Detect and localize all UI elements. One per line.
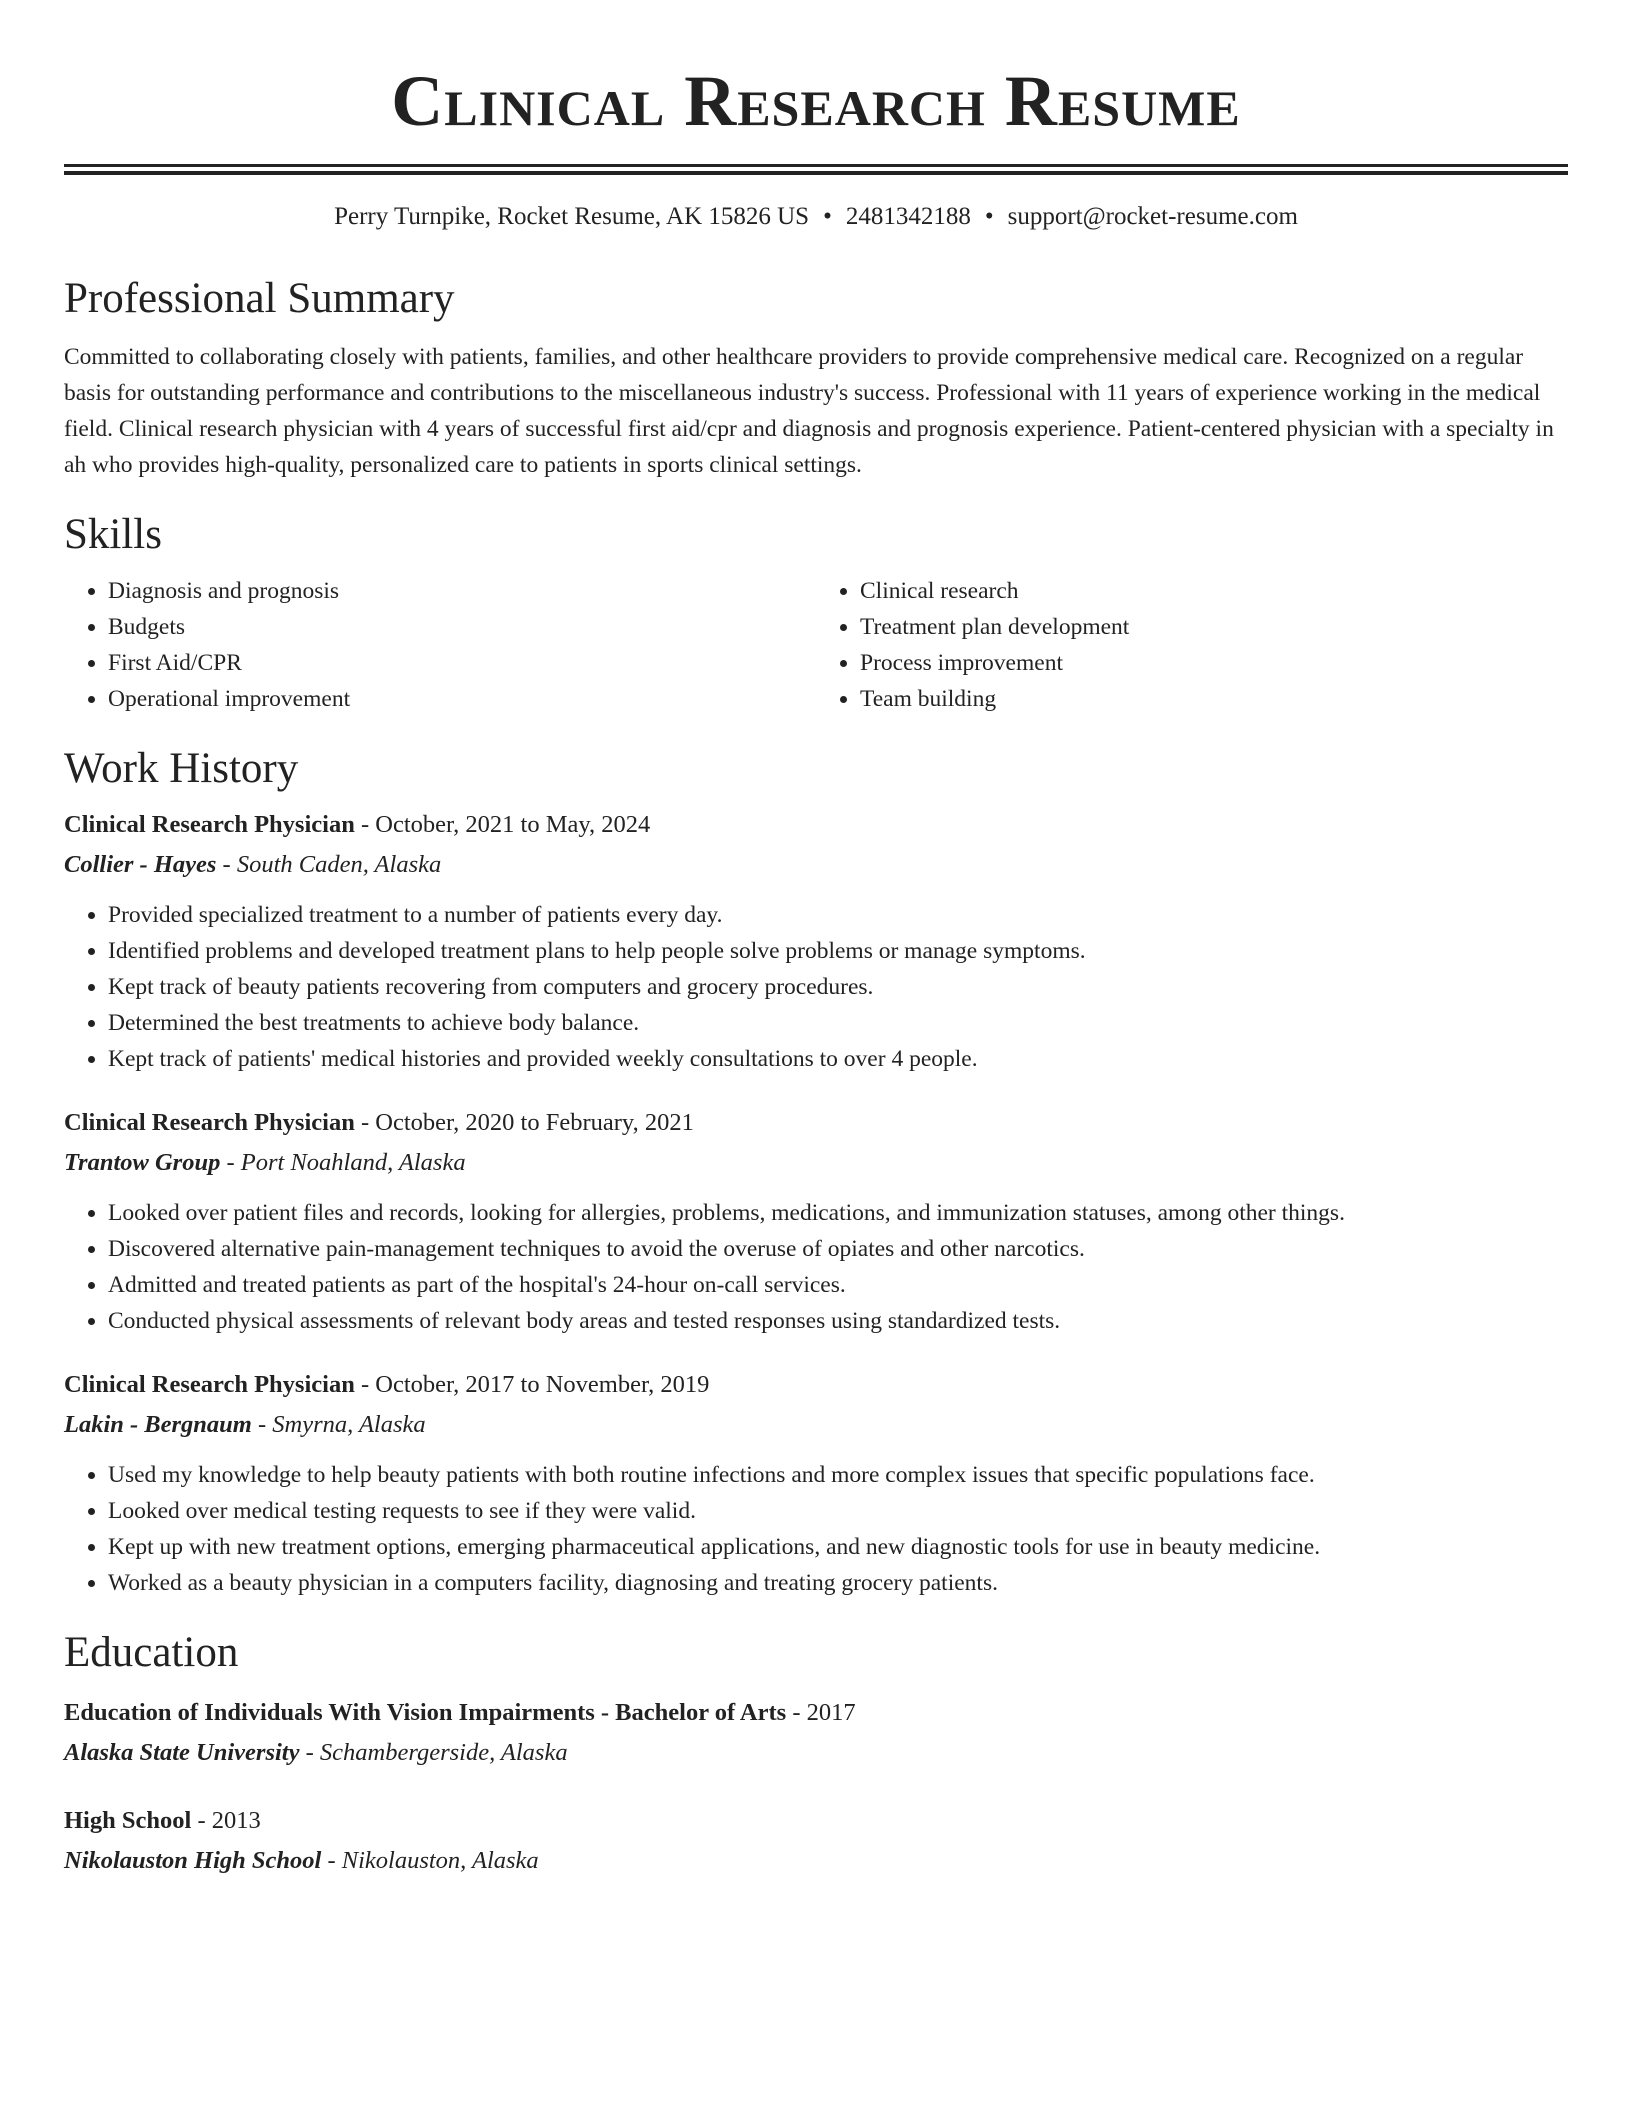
title-divider <box>64 164 1568 167</box>
job-title: Clinical Research Physician <box>64 811 355 838</box>
skill-item: • Team building <box>860 681 1568 717</box>
job-location: Smyrna, Alaska <box>272 1411 426 1438</box>
job-bullet: • Conducted physical assessments of relevant body areas and tested responses using standardized tests. <box>108 1303 1568 1339</box>
education-year: 2013 <box>211 1807 261 1834</box>
job-company: Lakin - Bergnaum <box>64 1411 252 1438</box>
job-location: South Caden, Alaska <box>236 851 442 878</box>
job-bullet: • Worked as a beauty physician in a computers facility, diagnosing and treating grocery patients. <box>108 1565 1568 1601</box>
job-bullets <box>64 1195 1568 1339</box>
job-title: Clinical Research Physician <box>64 1109 355 1136</box>
skills-column-left <box>64 573 816 717</box>
education-location: Nikolauston, Alaska <box>341 1847 539 1874</box>
education-school-line: Alaska State University - Schambergerside, Alaska <box>64 1739 568 1766</box>
job-entry <box>64 805 1568 1077</box>
job-company: Collier - Hayes <box>64 851 217 878</box>
education-entry <box>64 1801 1568 1881</box>
job-company: Trantow Group <box>64 1149 221 1176</box>
job-bullet: • Determined the best treatments to achieve body balance. <box>108 1005 1568 1041</box>
job-bullet: • Used my knowledge to help beauty patients with both routine infections and more complex issues that specific populations face. <box>108 1457 1568 1493</box>
skills-list <box>64 573 1568 717</box>
resume-title: Clinical Research Resume <box>391 61 1241 141</box>
job-location: Port Noahland, Alaska <box>240 1149 466 1176</box>
work-history-heading: Work History <box>64 745 299 792</box>
contact-line <box>64 201 1568 233</box>
education-degree: Education of Individuals With Vision Impairments - Bachelor of Arts <box>64 1699 787 1726</box>
skill-item: • Operational improvement <box>108 681 816 717</box>
skill-item: • Diagnosis and prognosis <box>108 573 816 609</box>
education-heading: Education <box>64 1629 239 1676</box>
job-bullet: • Looked over patient files and records, looking for allergies, problems, medications, and immunization statuses, among other things. <box>108 1195 1568 1231</box>
job-heading: Clinical Research Physician - October, 2017 to November, 2019 <box>64 1371 710 1398</box>
education-school-line: Nikolauston High School - Nikolauston, Alaska <box>64 1847 539 1874</box>
job-heading: Clinical Research Physician - October, 2021 to May, 2024 <box>64 811 651 838</box>
education-degree-line: High School - 2013 <box>64 1807 261 1834</box>
education-degree: High School <box>64 1807 192 1834</box>
job-bullet: • Kept up with new treatment options, emerging pharmaceutical applications, and new diagnostic tools for use in beauty medicine. <box>108 1529 1568 1565</box>
skill-item: • Budgets <box>108 609 816 645</box>
job-heading: Clinical Research Physician - October, 2020 to February, 2021 <box>64 1109 694 1136</box>
education-degree-line: Education of Individuals With Vision Impairments - Bachelor of Arts - 2017 <box>64 1699 856 1726</box>
education-entry <box>64 1693 1568 1773</box>
summary-heading: Professional Summary <box>64 275 455 322</box>
skill-item: • Process improvement <box>860 645 1568 681</box>
contact-email[interactable]: support@rocket-resume.com <box>1007 203 1298 230</box>
skill-item: • Clinical research <box>860 573 1568 609</box>
education-school: Alaska State University <box>64 1739 300 1766</box>
job-title: Clinical Research Physician <box>64 1371 355 1398</box>
skills-column-right <box>816 573 1568 717</box>
job-bullet: • Admitted and treated patients as part of the hospital's 24-hour on-call services. <box>108 1267 1568 1303</box>
job-bullet: • Kept track of beauty patients recovering from computers and grocery procedures. <box>108 969 1568 1005</box>
job-bullet: • Identified problems and developed treatment plans to help people solve problems or manage symptoms. <box>108 933 1568 969</box>
job-dates: October, 2020 to February, 2021 <box>375 1109 694 1136</box>
job-dates: October, 2021 to May, 2024 <box>375 811 651 838</box>
job-bullet: • Looked over medical testing requests to see if they were valid. <box>108 1493 1568 1529</box>
contact-address: Perry Turnpike, Rocket Resume, AK 15826 US <box>334 203 810 230</box>
education-year: 2017 <box>806 1699 856 1726</box>
contact-separator: • <box>984 203 994 230</box>
job-entry <box>64 1103 1568 1339</box>
job-bullet: • Discovered alternative pain-management techniques to avoid the overuse of opiates and other narcotics. <box>108 1231 1568 1267</box>
job-entry <box>64 1365 1568 1601</box>
job-dates: October, 2017 to November, 2019 <box>375 1371 710 1398</box>
skill-item: • First Aid/CPR <box>108 645 816 681</box>
job-bullet: • Provided specialized treatment to a number of patients every day. <box>108 897 1568 933</box>
education-school: Nikolauston High School <box>64 1847 322 1874</box>
job-employer: Collier - Hayes - South Caden, Alaska <box>64 851 442 878</box>
job-bullet: • Kept track of patients' medical histories and provided weekly consultations to over 4 people. <box>108 1041 1568 1077</box>
summary-text: Committed to collaborating closely with patients, families, and other healthcare providers to provide comprehensive medical care. Recognized on a regular basis for outstanding performance and contributions to the miscellaneous industry's success. Professional with 11 years of experience working in the medical field. Clinical research physician with 4 years of successful first aid/cpr and diagnosis and prognosis experience. Patient-centered physician with a specialty in ah who provides high-quality, personalized care to patients in sports clinical settings. <box>64 344 1554 478</box>
contact-separator: • <box>823 203 832 230</box>
job-employer: Lakin - Bergnaum - Smyrna, Alaska <box>64 1411 426 1438</box>
skill-item: • Treatment plan development <box>860 609 1568 645</box>
job-bullets <box>64 1457 1568 1601</box>
education-location: Schambergerside, Alaska <box>319 1739 568 1766</box>
skills-heading: Skills <box>64 511 162 558</box>
job-bullets <box>64 897 1568 1077</box>
contact-phone: 2481342188 <box>845 203 971 230</box>
job-employer: Trantow Group - Port Noahland, Alaska <box>64 1149 466 1176</box>
